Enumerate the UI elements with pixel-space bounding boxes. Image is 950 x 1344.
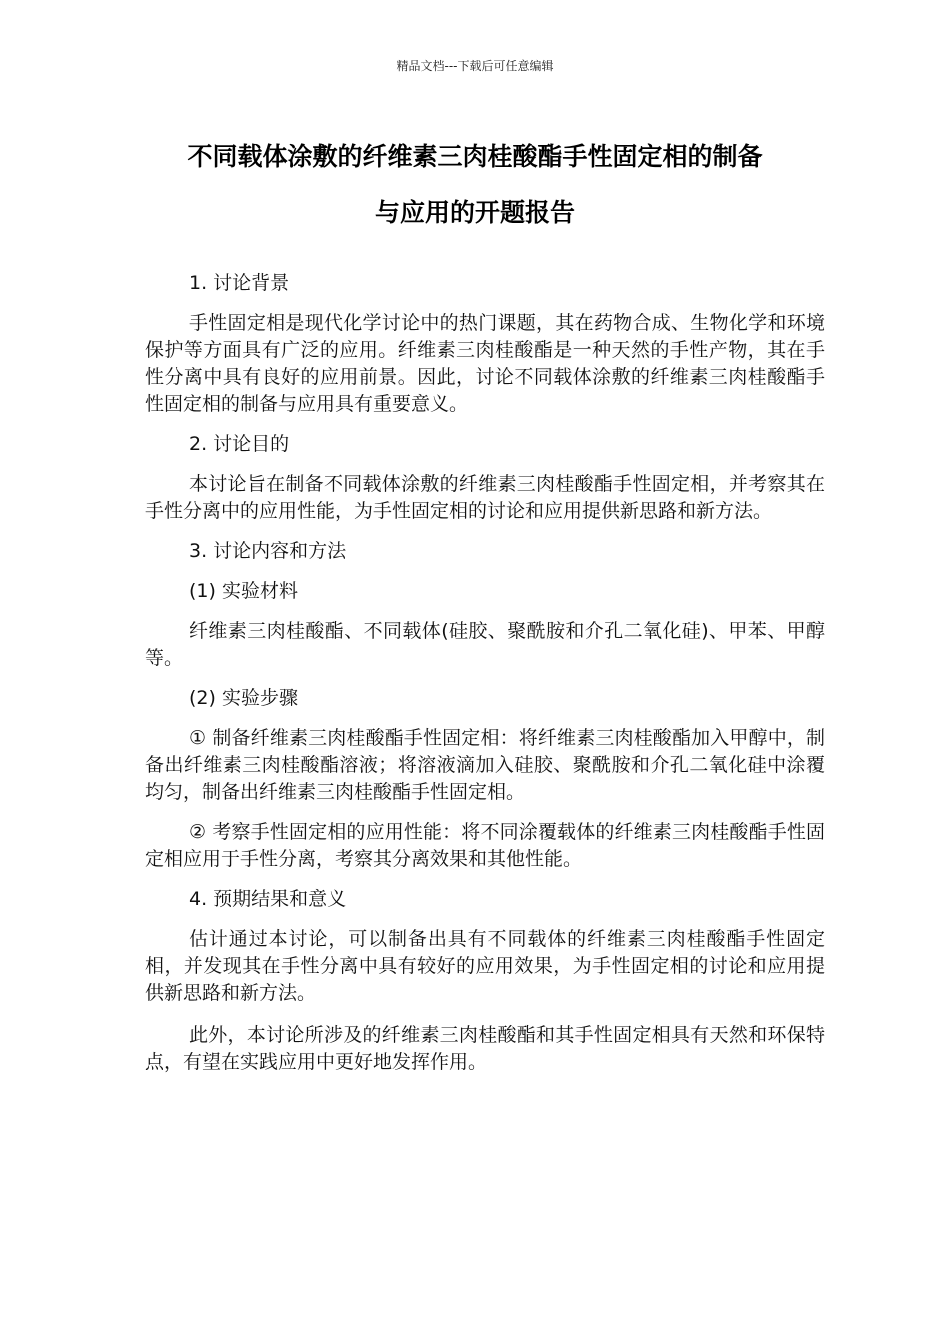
paragraph-step-1: ① 制备纤维素三肉桂酸酯手性固定相：将纤维素三肉桂酸酯加入甲醇中，制备出纤维素三肉桂酸酯溶液；将溶液滴加入硅胶、聚酰胺和介孔二氧化硅中涂覆均匀，制备出纤维素三肉桂酸酯手性固定相。 (145, 727, 825, 803)
document-title-line-1: 不同载体涂敷的纤维素三肉桂酸酯手性固定相的制备 (187, 142, 763, 171)
paragraph-step-2: ② 考察手性固定相的应用性能：将不同涂覆载体的纤维素三肉桂酸酯手性固定相应用于手性分离，考察其分离效果和其他性能。 (145, 821, 825, 870)
section-heading-background: 1. 讨论背景 (189, 272, 290, 294)
document-title-line-2: 与应用的开题报告 (374, 198, 575, 227)
page-header: 精品文档---下载后可任意编辑 (396, 59, 554, 73)
section-heading-content-methods: 3. 讨论内容和方法 (189, 540, 347, 562)
subheading-materials: (1) 实验材料 (189, 580, 298, 602)
paragraph-materials: 纤维素三肉桂酸酯、不同载体(硅胶、聚酰胺和介孔二氧化硅)、甲苯、甲醇等。 (145, 620, 825, 669)
section-heading-expected-results: 4. 预期结果和意义 (189, 888, 347, 910)
paragraph-background: 手性固定相是现代化学讨论中的热门课题，其在药物合成、生物化学和环境保护等方面具有广泛的应用。纤维素三肉桂酸酯是一种天然的手性产物，其在手性分离中具有良好的应用前景。因此，讨论不同载体涂敷的纤维素三肉桂酸酯手性固定相的制备与应用具有重要意义。 (145, 312, 825, 415)
paragraph-significance: 此外，本讨论所涉及的纤维素三肉桂酸酯和其手性固定相具有天然和环保特点，有望在实践应用中更好地发挥作用。 (145, 1024, 825, 1073)
subheading-steps: (2) 实验步骤 (189, 687, 298, 709)
document-body (145, 270, 825, 1076)
section-heading-purpose: 2. 讨论目的 (189, 433, 290, 455)
paragraph-purpose: 本讨论旨在制备不同载体涂敷的纤维素三肉桂酸酯手性固定相，并考察其在手性分离中的应用性能，为手性固定相的讨论和应用提供新思路和新方法。 (145, 473, 825, 522)
paragraph-expected-results: 估计通过本讨论，可以制备出具有不同载体的纤维素三肉桂酸酯手性固定相，并发现其在手性分离中具有较好的应用效果，为手性固定相的讨论和应用提供新思路和新方法。 (145, 928, 825, 1004)
